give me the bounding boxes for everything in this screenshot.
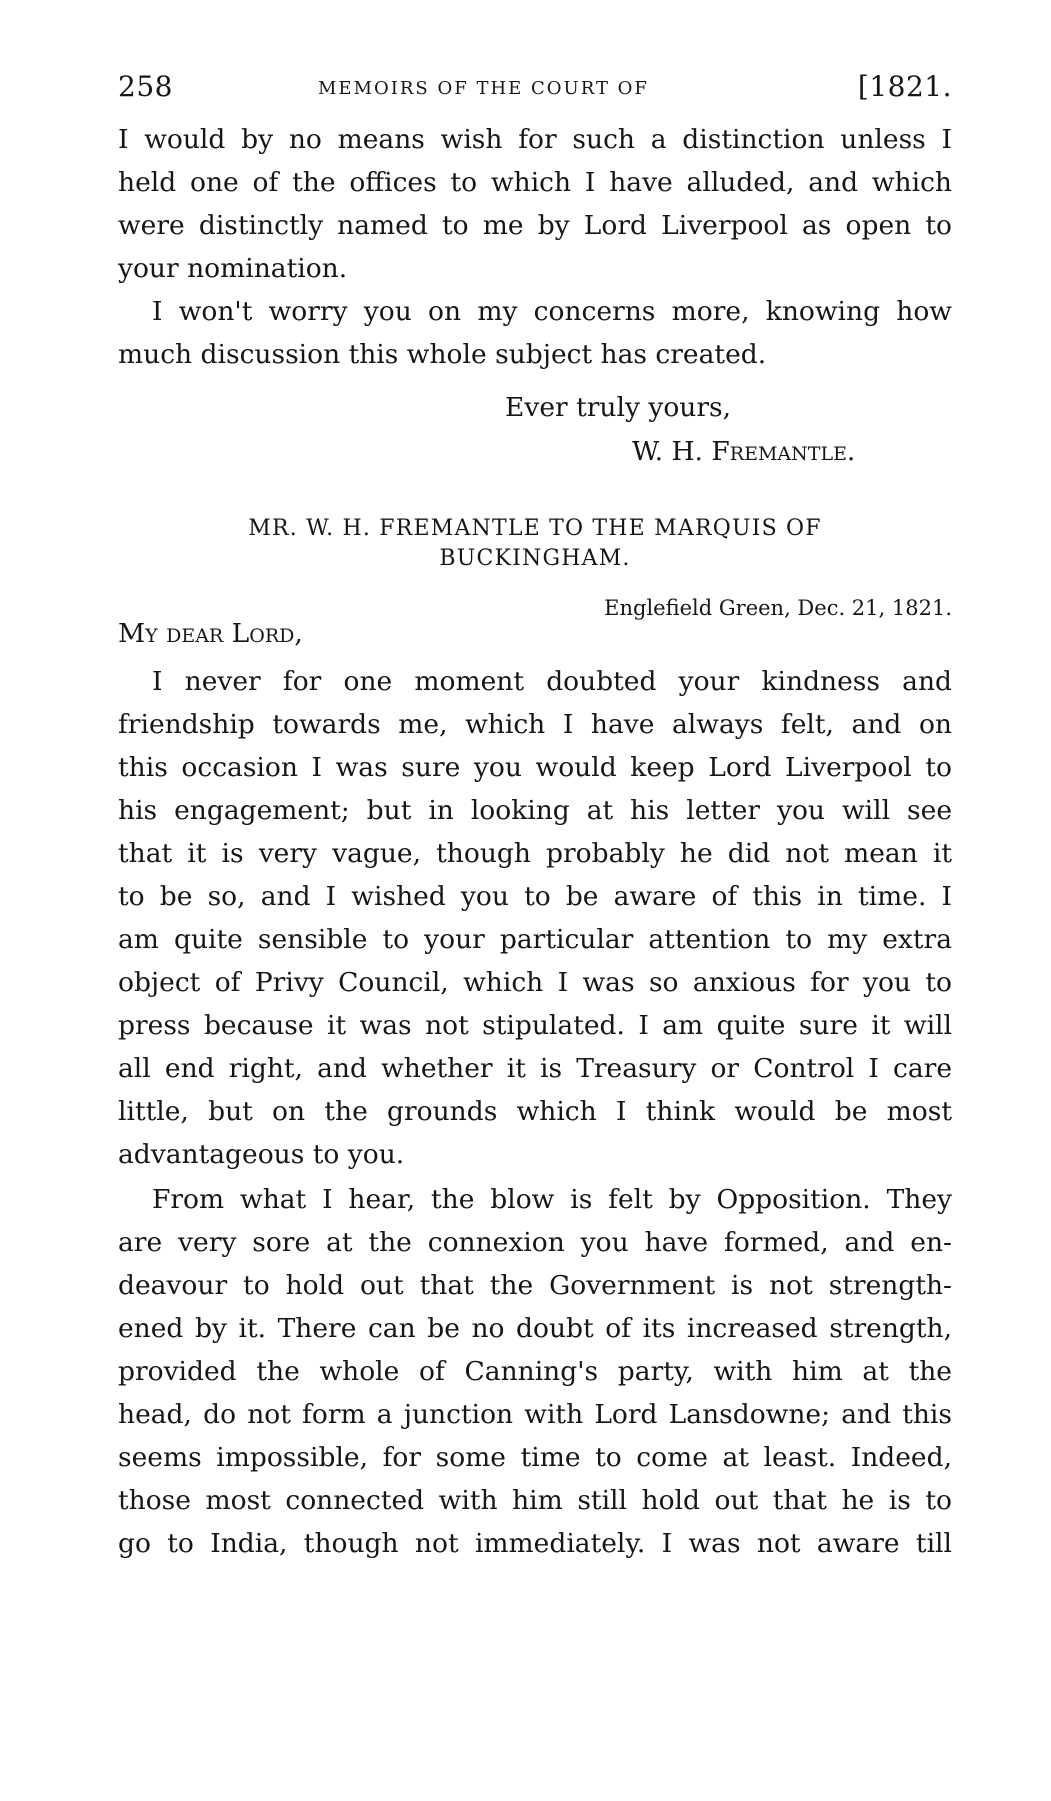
text-line: From what I hear, the blow is felt by Opposition. They <box>152 1184 952 1215</box>
text-line: advantageous to you. <box>118 1139 405 1170</box>
text-line: all end right, and whether it is Treasury or Control I care <box>118 1053 952 1084</box>
text-line: I would by no means wish for such a distinction unless I <box>118 124 952 155</box>
text-line: his engagement; but in looking at his letter you will see <box>118 795 952 826</box>
text-line: to be so, and I wished you to be aware of this in time. I <box>118 881 952 912</box>
text-line: those most connected with him still hold out that he is to <box>118 1485 952 1516</box>
paragraph-2 <box>118 1178 952 1565</box>
text-line: I never for one moment doubted your kindness and <box>152 666 952 697</box>
page-number: 258 <box>118 70 173 103</box>
text-line: deavour to hold out that the Government is not strength- <box>118 1270 952 1301</box>
text-line: friendship towards me, which I have always felt, and on <box>118 709 952 740</box>
running-title: MEMOIRS OF THE COURT OF <box>318 78 649 99</box>
text-line: were distinctly named to me by Lord Liverpool as open to <box>118 210 952 241</box>
valediction: Ever truly yours, <box>505 392 732 423</box>
running-head <box>118 70 952 110</box>
text-line: ened by it. There can be no doubt of its increased strength, <box>118 1313 952 1344</box>
text-line: are very sore at the connexion you have formed, and en- <box>118 1227 952 1258</box>
continuation-text <box>118 118 952 376</box>
text-line: that it is very vague, though probably he did not mean it <box>118 838 952 869</box>
text-line: little, but on the grounds which I think would be most <box>118 1096 952 1127</box>
paragraph-1 <box>118 660 952 1176</box>
text-line: this occasion I was sure you would keep Lord Liverpool to <box>118 752 952 783</box>
running-head-year: [1821. <box>857 70 952 103</box>
letter-heading-line-2: BUCKINGHAM. <box>439 546 631 571</box>
text-line: held one of the offices to which I have alluded, and which <box>118 167 952 198</box>
text-line: much discussion this whole subject has created. <box>118 339 767 370</box>
text-line: go to India, though not immediately. I was not aware till <box>118 1528 952 1559</box>
text-line: provided the whole of Canning's party, with him at the <box>118 1356 952 1387</box>
signature: W. H. Fremantle. <box>632 436 856 467</box>
dateline: Englefield Green, Dec. 21, 1821. <box>604 596 952 620</box>
text-line: I won't worry you on my concerns more, knowing how <box>152 296 952 327</box>
letter-heading-line-1: MR. W. H. FREMANTLE TO THE MARQUIS OF <box>248 516 822 541</box>
text-line: head, do not form a junction with Lord Lansdowne; and this <box>118 1399 952 1430</box>
text-line: object of Privy Council, which I was so anxious for you to <box>118 967 952 998</box>
text-line: press because it was not stipulated. I am quite sure it will <box>118 1010 952 1041</box>
text-line: your nomination. <box>118 253 348 284</box>
salutation: My dear Lord, <box>118 618 303 649</box>
text-line: seems impossible, for some time to come at least. Indeed, <box>118 1442 952 1473</box>
text-line: am quite sensible to your particular attention to my extra <box>118 924 952 955</box>
